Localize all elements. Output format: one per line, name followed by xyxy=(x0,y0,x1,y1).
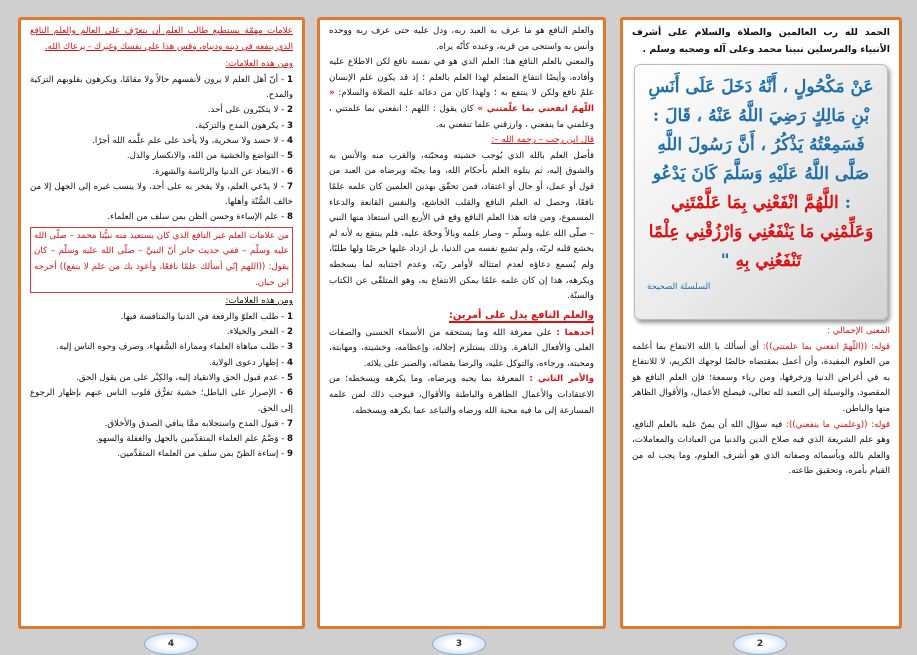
list-item: 8 - وَصْمُ علم العلماء المتقدِّمين بالجهل والغفلة والسهو. xyxy=(95,434,293,445)
page4-list2-title: ومن هذه العلامات: xyxy=(225,296,293,307)
opening-praise: الحمد لله رب العالمين والصلاة والسلام على أشرف الأنبياء والمرسلين نبينا محمد وعلى آله وصحبه وسلم . xyxy=(632,27,890,55)
list-item: 2 - الفخر والخيلاء. xyxy=(226,327,293,338)
page3-paragraph-2: والمعني بالعلم النافع هنا: العلم الذي هو في نفسه نافع لكن الاطلاع عليه وأفاده، وأيضًا انتفاع المتعلم لهذا العلم بالعلم ؛ إذ قد يكون علم الإنسان علمٌ نافع ولكن لا ينتفع به ؛ ولهذا كان من دعائه عليه الصلاة والسلام: « اللّهمّ انفعني بما علّمتني » كان يقول : اللهم ؛ انفعني بما علمتني ، وعلمني ما ينفعني ، وارزقني علما تنفعني به. xyxy=(329,57,595,130)
list-item: 5 - عدم قبول الحق والانقياد إليه، والكِبْر على من يقول الحق. xyxy=(76,372,293,383)
first-matter: أحدهما : على معرفة الله وما يستحقه من الأسماء الحسنى والصفات العلى والأفعال الباهرة. وذلك يستلزم إجلاله، وإعظامه، وخشيته، ومهابته، ومحبته، ورجاءه، والتوكل عليه، والرضا بقضائه، والصبر على بلائه. xyxy=(329,327,594,369)
list-item: 6 - الابتعاد عن الدنيا والرئاسة والشهرة. xyxy=(152,166,293,177)
page3-paragraph-3: فأصل العلم بالله الذي يُوجب خشيته ومحبّته، والقرب منه والأنس به والشوق إليه، ثم يتلوه العلم بأحكام الله، وما يحبّه ويرضاه من العبد من قول أو عمل، أو حال أو اعتقاد، فمن تحقّق بهذين العلمين كان علمه علمًا نافعًا، وحصل له العلم النافع والقلب الخاشع، والنفس القانعة والدعاء المسموع، ومن فاته هذا العلم النافع وقع في الأربع التي استعاذ منها النبي – صلّى الله عليه وسلّم – وصار علمه وبالاً وحجّة عليه، فلم ينتفع به لأنه لم يخشع قلبه لربّه، ولم تشبع نفسه من الدنيا، بل ازداد عليها حرصًا ولها طلبًا، ولم يُسمع دعاؤه لعدم امتثاله لأوامر ربّه، وعدم اجتنابه لما يسخطه ويكرهه، هذا إن كان علمه علمًا يمكن الانتفاع به، وهو المتلقّى عن الكتاب والسنّة. xyxy=(329,150,594,302)
list-item: 3 - يكرهون المدح والتزكية. xyxy=(195,120,293,131)
list-item: 2 - لا يتكبّرون على أحد. xyxy=(207,105,293,116)
list-item: 7 - قبول المدح واستجلابه ممَّا ينافي الصدق والأخلاق. xyxy=(104,418,293,429)
page-number-4: 4 xyxy=(144,633,198,655)
page4-red-note: من علامات العلم غير النافع الذي كان يستعيذ منه نبيُّنا محمد – صلّى الله عليه وسلّم – ففي حديث جابر أنّ النبيَّ – صلّى الله عليه وسلّم – كان يقول: ((اللهم إنّي أسألك علمًا نافعًا، وأعوذ بك من علم لا ينفع)) أخرجه ابن حبان. xyxy=(30,227,293,293)
page-number-2: 2 xyxy=(733,633,787,655)
hadith-text: عَنْ مَكْحُولٍ ، أَنَّهُ دَخَلَ عَلَى أَنَسِ بْنِ مَالِكٍ رَضِيَ اللَّهُ عَنْهُ ، قَالَ : فَسَمِعْتُهُ يَذْكُرُ ، أَنَّ رَسُولَ اللَّهِ صَلَّى اللَّهُ عَلَيْهِ وَسَلَّمَ كَانَ يَدْعُو : اللَّهُمَّ انْفَعْنِي بِمَا عَلَّمْتَنِي وَعَلِّمْنِي مَا يَنْفَعُنِي وَارْزُقْنِي عِلْمًا تَنْفَعُنِي بِهِ " xyxy=(648,77,874,271)
page4-list1-title: ومن هذه العلامات: xyxy=(225,59,293,70)
list-item: 1 - أنّ أهل العلم لا يرون لأنفسهم حالاً ولا مقامًا، ويكرهون بقلوبهم التزكية والمدح. xyxy=(30,74,293,101)
meaning-paragraph-2: قوله: ((وعلمني ما ينفعني)): فيه سؤال الله أن يمنّ عليه بالعلم النافع، وهو علم الشريعة الذي فيه صلاح الدين والدنيا من العبادات والمعاملات، والعلم بالله وبأسمائه وصفاته الذي هو أشرف العلوم، وما يجب له من القيام بأمره، وتحقيق طاعته. xyxy=(632,419,890,477)
list-item: 7 - لا يدّعي العلم، ولا يفخر به على أحد، ولا ينسب غيره إلى الجهل إلا من خالف السُّنّة وأهلها. xyxy=(30,181,293,208)
section-heading: والعلم النافع يدل على أمرين: xyxy=(448,309,594,321)
meaning-title: المعنى الإجمالي : xyxy=(827,326,890,336)
good-signs-list xyxy=(30,73,293,226)
hadith-source: السلسلة الصحيحة xyxy=(647,282,711,292)
list-item: 5 - التواضع والخشية من الله، والانكسار والذل. xyxy=(126,151,293,162)
list-item: 3 - طلب مباهاة العلماء ومماراة السُّفهاء، وصرف وجوه الناس إليه. xyxy=(56,342,293,353)
list-item: 8 - علم الإساءة وحسن الظن بمن سلف من العلماء. xyxy=(107,212,293,223)
bad-signs-list xyxy=(30,310,293,463)
list-item: 9 - إساءة الظنّ بمن سلف من العلماء المتقدِّمين. xyxy=(117,449,293,460)
page-number-3: 3 xyxy=(432,633,486,655)
list-item: 6 - الإصرار على الباطل؛ خشية تفرُّق قلوب الناس عنهم بإظهار الرجوع إلى الحق. xyxy=(30,388,293,414)
list-item: 1 - طلب العلوّ والرفعة في الدنيا والمنافسة فيها. xyxy=(120,311,293,322)
list-item: 4 - لا حسد ولا سخرية، ولا يأخذ على علم علَّمه الله أجرًا. xyxy=(92,135,293,146)
hadith-card xyxy=(634,64,888,320)
page4-intro: علامات مهمّة يستطيع طالب العلم أن يتعرّف على العالم والعلم النافع الذي ينفعه في دينه ودنياه، وقس هذا على نفسك وغيرك - يرعاك الله. xyxy=(30,26,293,52)
page-4-panel xyxy=(18,17,305,629)
dua-quote: « اللّهمّ انفعني بما علّمتني » xyxy=(329,88,594,114)
page-3-panel xyxy=(317,17,606,629)
list-item: 4 - إظهار دعوى الولاية. xyxy=(208,357,293,368)
author-attribution: قال ابن رجب – رحمه الله –: xyxy=(491,135,594,146)
meaning-paragraph-1: قوله: ((اللّهمّ انفعني بما علمتني)): أي أسألك يا الله الانتفاع بما أعلمه من العلوم المفيدة، وأن أعمل بمقتضاه خالصًا لوجهك الكريم، لا للانتفاع به في أغراض الدنيا وزخرفها، ومن رياء وسمعة؛ فإن العلم النافع هو المقصود، والوسيلة إلى التعبد لله تعالى، فيصلح الأعمال، والأقوال الظاهر منها والباطن. xyxy=(632,341,891,414)
second-matter: والأمر الثاني : المعرفة بما يحبه ويرضاه، وما يكرهه ويسخطه؛ من الاعتقادات والأعمال الظاهرة والباطنة والأقوال، فيوجب ذلك لمن علمه المسارعة إلى ما فيه محبة الله ورضاه والتباعد عما يكرهه ويسخطه. xyxy=(329,374,594,416)
page3-paragraph-1: والعلم النافع هو ما عرف به العبد ربه، ودل عليه حتى عرف ربه ووحده وأنس به واستحى من قربه، وعبده كأنّه يراه. xyxy=(329,26,594,52)
page-2-panel xyxy=(620,17,902,629)
